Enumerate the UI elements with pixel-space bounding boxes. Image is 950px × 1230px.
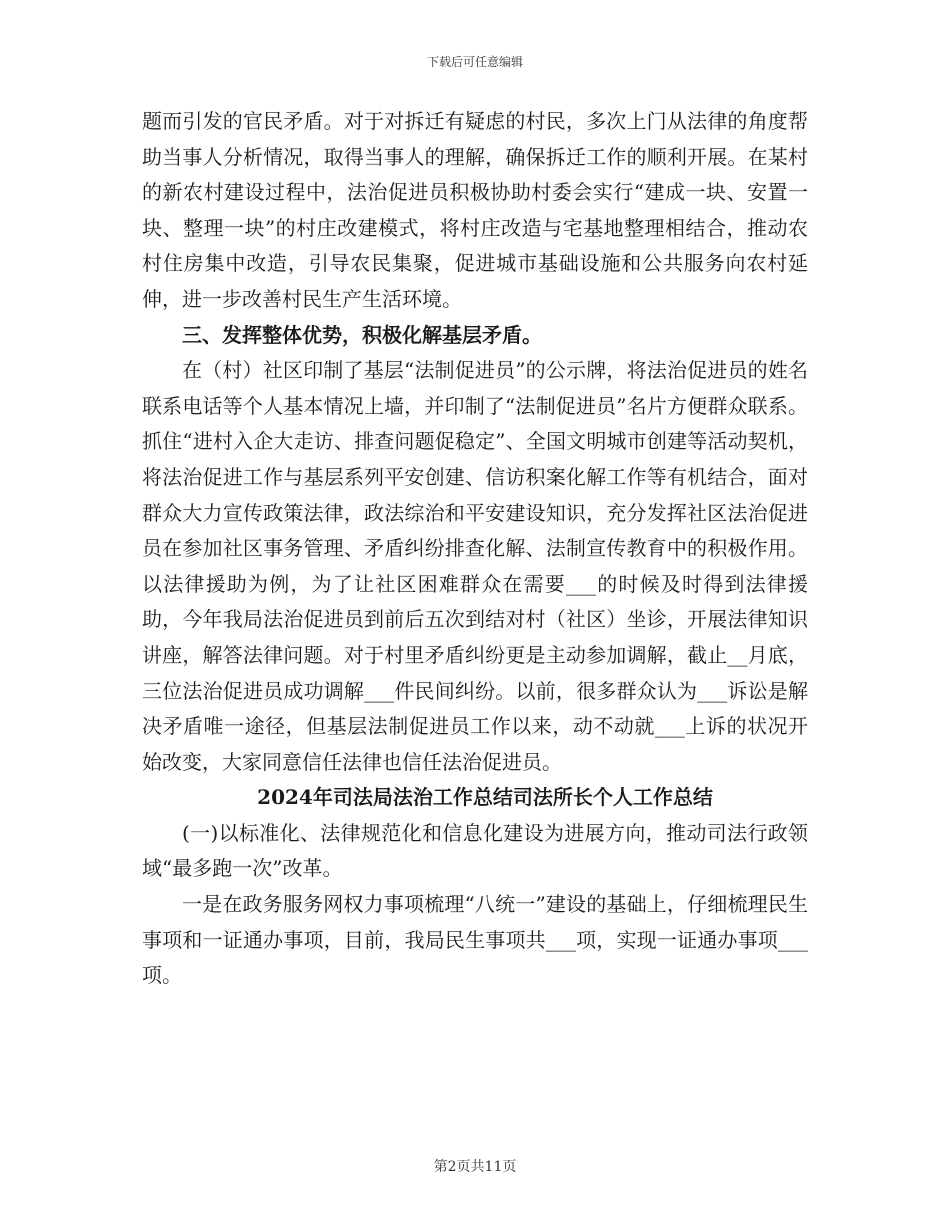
page-footer: 第2页共11页 xyxy=(433,1159,517,1175)
paragraph: 在（村）社区印制了基层“法制促进员”的公示牌，将法治促进员的姓名联系电话等个人基本情况上墙，并印制了“法制促进员”名片方便群众联系。抓住“进村入企大走访、排查问题促稳定”、全国文明城市创建等活动契机，将法治促进工作与基层系列平安创建、信访积案化解工作等有机结合，面对群众大力宣传政策法律，政法综治和平安建设知识，充分发挥社区法治促进员在参加社区事务管理、矛盾纠纷排查化解、法制宣传教育中的积极作用。以法律援助为例，为了让社区困难群众在需要___的时候及时得到法律援助，今年我局法治促进员到前后五次到结对村（社区）坐诊，开展法律知识讲座，解答法律问题。对于村里矛盾纠纷更是主动参加调解，截止__月底，三位法治促进员成功调解___件民间纠纷。以前，很多群众认为___诉讼是解决矛盾唯一途径，但基层法制促进员工作以来，动不动就___上诉的状况开始改变，大家同意信任法律也信任法治促进员。 xyxy=(142,358,808,774)
document-title: 2024年司法局法治工作总结司法所长个人工作总结 xyxy=(257,785,713,810)
paragraph: 一是在政务服务网权力事项梳理“八统一”建设的基础上，仔细梳理民生事项和一证通办事项，目前，我局民生事项共___项，实现一证通办事项___项。 xyxy=(142,892,808,988)
document-body xyxy=(142,104,808,994)
section-heading: 三、发挥整体优势，积极化解基层矛盾。 xyxy=(182,322,542,347)
paragraph-continuation: 题而引发的官民矛盾。对于对拆迁有疑虑的村民，多次上门从法律的角度帮助当事人分析情况，取得当事人的理解，确保拆迁工作的顺利开展。在某村的新农村建设过程中，法治促进员积极协助村委会实行“建成一块、安置一块、整理一块”的村庄改建模式，将村庄改造与宅基地整理相结合，推动农村住房集中改造，引导农民集聚，促进城市基础设施和公共服务向农村延伸，进一步改善村民生产生活环境。 xyxy=(142,109,808,311)
paragraph: (一)以标准化、法律规范化和信息化建设为进展方向，推动司法行政领域“最多跑一次”改革。 xyxy=(142,820,808,881)
page-header: 下载后可任意编辑 xyxy=(426,55,523,69)
